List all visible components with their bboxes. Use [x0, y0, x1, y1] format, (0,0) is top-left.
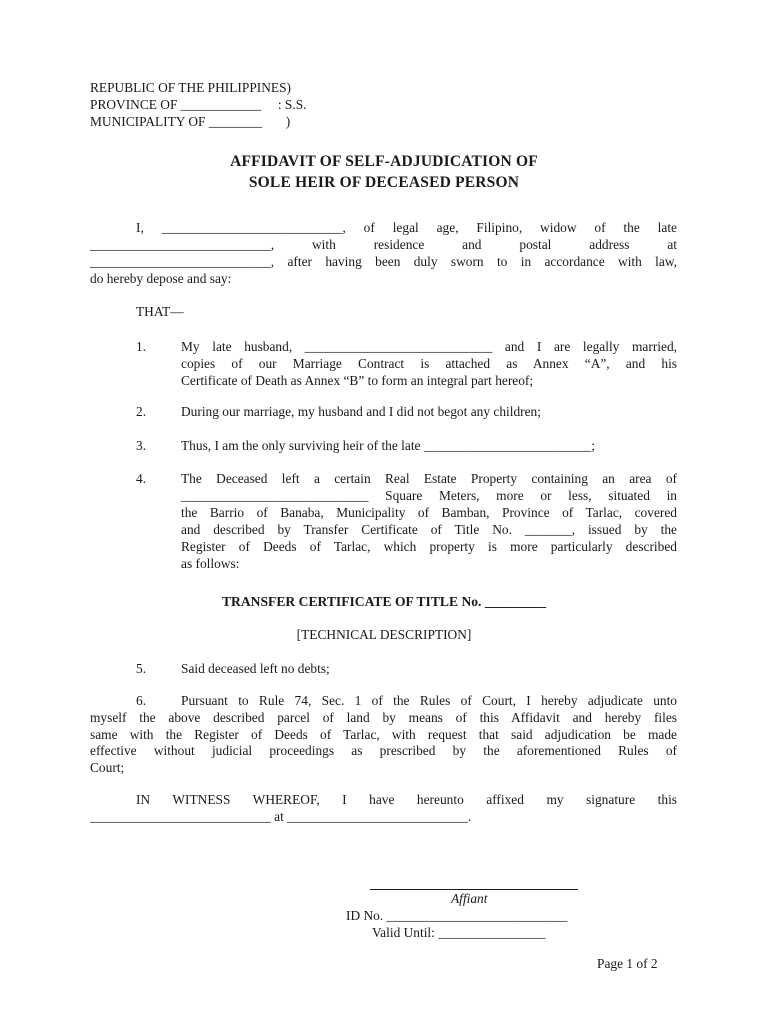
item-1-line-2: copies of our Marriage Contract is attached as Annex “A”, and his	[181, 356, 677, 371]
item-4-line-6: as follows:	[181, 556, 240, 571]
header-municipality: MUNICIPALITY OF ________ )	[90, 114, 291, 129]
intro-line-4: do hereby depose and say:	[90, 271, 232, 286]
item-2-line-1: During our marriage, my husband and I did not begot any children;	[181, 404, 541, 419]
witness-line-2: ___________________________ at ___________________________.	[90, 809, 472, 824]
item-6-line-4: effective without judicial proceedings as prescribed by the aforementioned Rules of	[90, 743, 677, 758]
technical-description: [TECHNICAL DESCRIPTION]	[296, 627, 472, 642]
affiant-label: Affiant	[451, 891, 488, 906]
item-4-line-1: The Deceased left a certain Real Estate Property containing an area of	[181, 471, 677, 486]
item-5-number: 5.	[136, 661, 147, 676]
item-6-line-1: Pursuant to Rule 74, Sec. 1 of the Rules of Court, I hereby adjudicate unto	[181, 693, 677, 708]
item-2-number: 2.	[136, 404, 147, 419]
item-4-line-3: the Barrio of Banaba, Municipality of Bamban, Province of Tarlac, covered	[181, 505, 677, 520]
intro-line-1: I, ___________________________, of legal age, Filipino, widow of the late	[136, 220, 677, 235]
item-4-line-2: ____________________________ Square Meters, more or less, situated in	[181, 488, 677, 503]
item-6-line-3: same with the Register of Deeds of Tarlac, with request that said adjudication be made	[90, 727, 677, 742]
document-title-line-1: AFFIDAVIT OF SELF-ADJUDICATION OF	[230, 153, 538, 170]
header-province: PROVINCE OF ____________ : S.S.	[90, 97, 307, 112]
item-6-number: 6.	[136, 693, 147, 708]
tct-heading: TRANSFER CERTIFICATE OF TITLE No. _________	[221, 594, 547, 609]
item-6-line-5: Court;	[90, 760, 125, 775]
header-republic: REPUBLIC OF THE PHILIPPINES)	[90, 80, 292, 95]
item-4-line-5: Register of Deeds of Tarlac, which property is more particularly described	[181, 539, 677, 554]
item-3-line-1: Thus, I am the only surviving heir of the late _________________________;	[181, 438, 595, 453]
document-title-line-2: SOLE HEIR OF DECEASED PERSON	[248, 174, 520, 191]
item-1-line-3: Certificate of Death as Annex “B” to form an integral part hereof;	[181, 373, 534, 388]
item-4-number: 4.	[136, 471, 147, 486]
id-number-field: ID No. ___________________________	[346, 908, 568, 923]
item-4-line-4: and described by Transfer Certificate of Title No. _______, issued by the	[181, 522, 677, 537]
intro-line-3: ___________________________, after having been duly sworn to in accordance with law,	[90, 254, 677, 269]
item-5-line-1: Said deceased left no debts;	[181, 661, 330, 676]
page-number: Page 1 of 2	[597, 956, 658, 971]
witness-line-1: IN WITNESS WHEREOF, I have hereunto affixed my signature this	[136, 792, 677, 807]
valid-until-field: Valid Until: ________________	[372, 925, 546, 940]
that-label: THAT—	[136, 304, 184, 319]
item-3-number: 3.	[136, 438, 147, 453]
intro-line-2: ___________________________, with residence and postal address at	[90, 237, 677, 252]
item-1-line-1: My late husband, ____________________________ and I are legally married,	[181, 339, 677, 354]
item-1-number: 1.	[136, 339, 147, 354]
item-6-line-2: myself the above described parcel of land by means of this Affidavit and hereby files	[90, 710, 677, 725]
